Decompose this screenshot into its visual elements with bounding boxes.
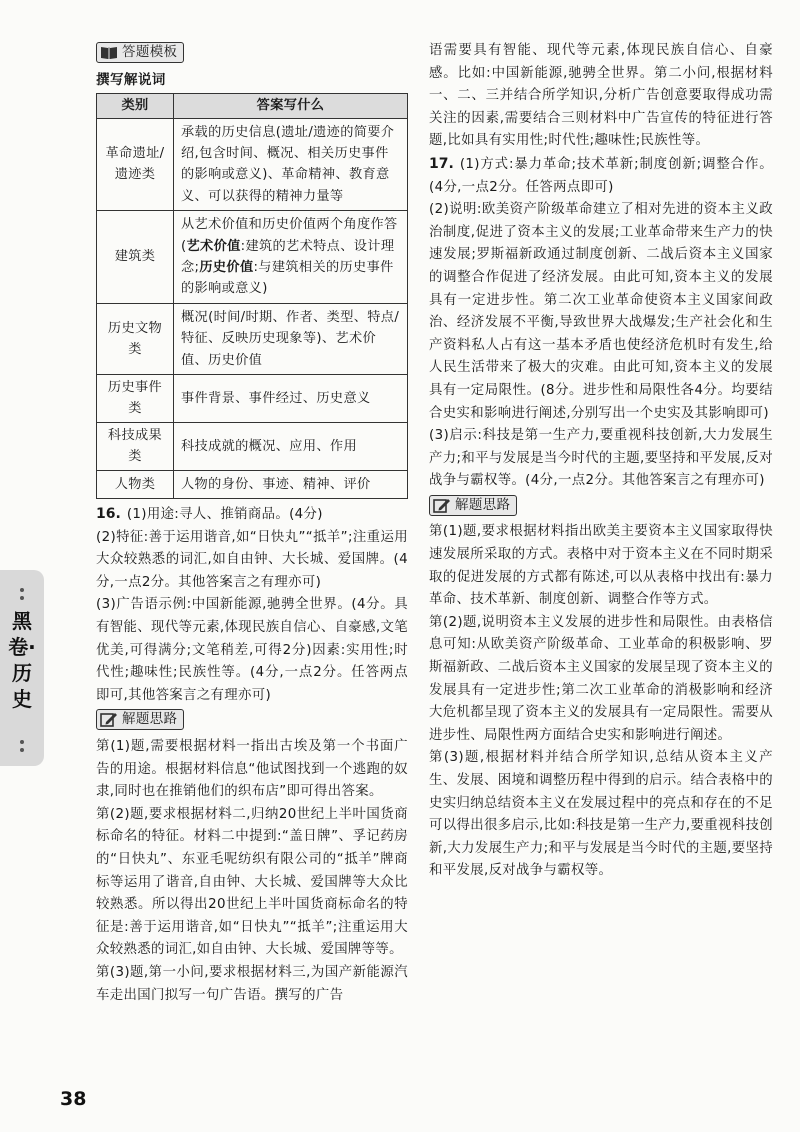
q16-answer-3: (3)广告语示例:中国新能源,驰骋全世界。(4分。具有智能、现代等元素,体现民族自信心、自豪感,文笔优美,可得满分;文笔稍差,可得2分)因素:实用性;时代性;趣味性;民族性等。(4分,一点2分。任答两点即可,其他答案言之有理亦可)	[96, 597, 408, 703]
continued-text: 语需要具有智能、现代等元素,体现民族自信心、自豪感。比如:中国新能源,驰骋全世界。第二小问,根据材料一、二、三并结合所学知识,分析广告创意要取得成功需关注的因素,需要结合三则材料中广告宣传的特征进行答题,比如具有实用性;时代性;趣味性;民族性等。	[429, 43, 773, 149]
table-row	[97, 375, 408, 423]
table-cell-answer: 人物的身份、事迹、精神、评价	[174, 470, 408, 498]
table-header-row	[97, 93, 408, 118]
q16-answer-2: (2)特征:善于运用谐音,如“日快丸”“抵羊”;注重运用大众较熟悉的词汇,如自由钟、大长城、爱国牌。(4分,一点2分。其他答案言之有理亦可)	[96, 529, 408, 590]
table-header-category: 类别	[97, 93, 174, 118]
thinking-badge	[429, 495, 517, 516]
table-header-answer: 答案写什么	[174, 93, 408, 118]
q16-answer-1	[96, 503, 408, 527]
question-number: 17.	[429, 155, 454, 172]
left-column	[96, 40, 408, 1007]
table-cell-answer: 事件背景、事件经过、历史意义	[174, 375, 408, 423]
table-cell-category: 人物类	[97, 470, 174, 498]
thinking-para-3: 第(3)题,第一小问,要求根据材料三,为国产新能源汽车走出国门拟写一句广告语。撰写的广告	[96, 964, 408, 1003]
text-run: :建筑的艺术特点、设计理念;	[181, 238, 395, 276]
table-cell-category: 建筑类	[97, 211, 174, 304]
q17-answer-1	[429, 153, 773, 199]
table-cell-category: 革命遗址/遗迹类	[97, 118, 174, 211]
question-number: 16.	[96, 506, 121, 523]
text-run: 从艺术价值和历史价值两个角度作答(	[181, 217, 398, 254]
decor-dot	[20, 740, 24, 744]
thinking-badge-label: 解题思路	[122, 711, 178, 728]
side-tab	[0, 570, 44, 766]
decor-dot	[20, 596, 24, 600]
thinking-para-1: 第(1)题,需要根据材料一指出古埃及第一个书面广告的用途。根据材料信息“他试图找到一个逃跑的奴隶,同时也在推销他们的织布店”即可得出答案。	[96, 739, 408, 800]
table-cell-category: 历史事件类	[97, 375, 174, 423]
table-cell-answer	[174, 211, 408, 304]
bold-term-art-value: 艺术价值	[186, 238, 241, 254]
table-cell-answer: 概况(时间/时期、作者、类型、特点/特征、反映历史现象等)、艺术价值、历史价值	[174, 303, 408, 374]
thinking-para-2: 第(2)题,要求根据材料二,归纳20世纪上半叶国货商标命名的特征。材料二中提到:“盖日牌”、孚记药房的“日快丸”、东亚毛呢纺织有限公司的“抵羊”牌商标等运用了谐音,自由钟、大长城、爱国牌等大众比较熟悉。所以得出20世纪上半叶国货商标命名的特征是:善于运用谐音,如“日快丸”“抵羊”;注重运用大众较熟悉的词汇,如自由钟、大长城、爱国牌等等。	[96, 806, 408, 958]
table-cell-answer: 承载的历史信息(遗址/遗迹的简要介绍,包含时间、概况、相关历史事件的影响或意义)、革命精神、教育意义、可以获得的精神力量等	[174, 118, 408, 211]
table-cell-category: 科技成果类	[97, 422, 174, 470]
table-cell-answer: 科技成就的概况、应用、作用	[174, 422, 408, 470]
decor-dot	[20, 748, 24, 752]
pencil-note-icon	[100, 712, 118, 727]
table-row	[97, 303, 408, 374]
thinking-badge	[96, 709, 184, 730]
page-number: 38	[60, 1088, 87, 1110]
table-row	[97, 118, 408, 211]
q17-answer-3: (3)启示:科技是第一生产力,要重视科技创新,大力发展生产力;和平与发展是当今时代的主题,要坚持和平发展,反对战争与霸权等。(4分,一点2分。其他答案言之有理亦可)	[429, 428, 773, 489]
table-row	[97, 211, 408, 304]
thinking-badge-label: 解题思路	[455, 496, 511, 513]
q17-text-1: (1)方式:暴力革命;技术革新;制度创新;调整合作。(4分,一点2分。任答两点即可)	[429, 156, 773, 195]
thinking-para-1: 第(1)题,要求根据材料指出欧美主要资本主义国家取得快速发展所采取的方式。表格中对于资本主义在不同时期采取的促进发展的方式都有陈述,可以从表格中找出有:暴力革命、技术革新、制度创新、调整合作等方式。	[429, 524, 773, 608]
bold-term-history-value: 历史价值	[199, 260, 254, 276]
template-subhead: 撰写解说词	[96, 71, 166, 88]
template-table	[96, 93, 408, 500]
table-cell-category: 历史文物类	[97, 303, 174, 374]
decor-dot	[20, 588, 24, 592]
table-row	[97, 422, 408, 470]
text-run: :与建筑相关的历史事件的影响或意义)	[181, 260, 394, 297]
side-tab-label: 黑卷·历史	[8, 609, 36, 711]
table-row	[97, 470, 408, 498]
open-book-icon	[100, 45, 118, 60]
q17-answer-2: (2)说明:欧美资产阶级革命建立了相对先进的资本主义政治制度,促进了资本主义的发展;工业革命带来生产力的快速发展;罗斯福新政通过制度创新、二战后资本主义国家的调整合作促进了经济发展。由此可知,资本主义的发展具有一定进步性。第二次工业革命使资本主义国家间政治、经济发展不平衡,导致世界大战爆发;生产社会化和生产资料私人占有这一基本矛盾也使经济危机时有发生,给人民生活带来了极大的灾难。由此可知,资本主义的发展具有一定局限性。(8分。进步性和局限性各4分。均要结合史实和影响进行阐述,分别写出一个史实及其影响即可)	[429, 202, 773, 421]
template-badge-label: 答题模板	[122, 44, 178, 60]
pencil-note-icon	[433, 498, 451, 513]
thinking-para-2: 第(2)题,说明资本主义发展的进步性和局限性。由表格信息可知:从欧美资产阶级革命、工业革命的积极影响、罗斯福新政、二战后资本主义国家的发展呈现了资本主义的发展具有一定进步性;第二次工业革命的消极影响和经济大危机都呈现了资本主义的发展具有一定局限性。需要从进步性、局限性两方面结合史实和影响进行阐述。	[429, 614, 773, 743]
right-column	[429, 40, 773, 883]
template-badge	[96, 42, 184, 63]
thinking-para-3: 第(3)题,根据材料并结合所学知识,总结从资本主义产生、发展、困境和调整历程中得到的启示。结合表格中的史实归纳总结资本主义在发展过程中的亮点和存在的不足可以得出很多启示,比如:科技是第一生产力,要重视科技创新,大力发展生产力;和平与发展是当今时代的主题,要坚持和平发展,反对战争与霸权等。	[429, 750, 773, 879]
q16-text-1: (1)用途:寻人、推销商品。(4分)	[126, 507, 323, 523]
